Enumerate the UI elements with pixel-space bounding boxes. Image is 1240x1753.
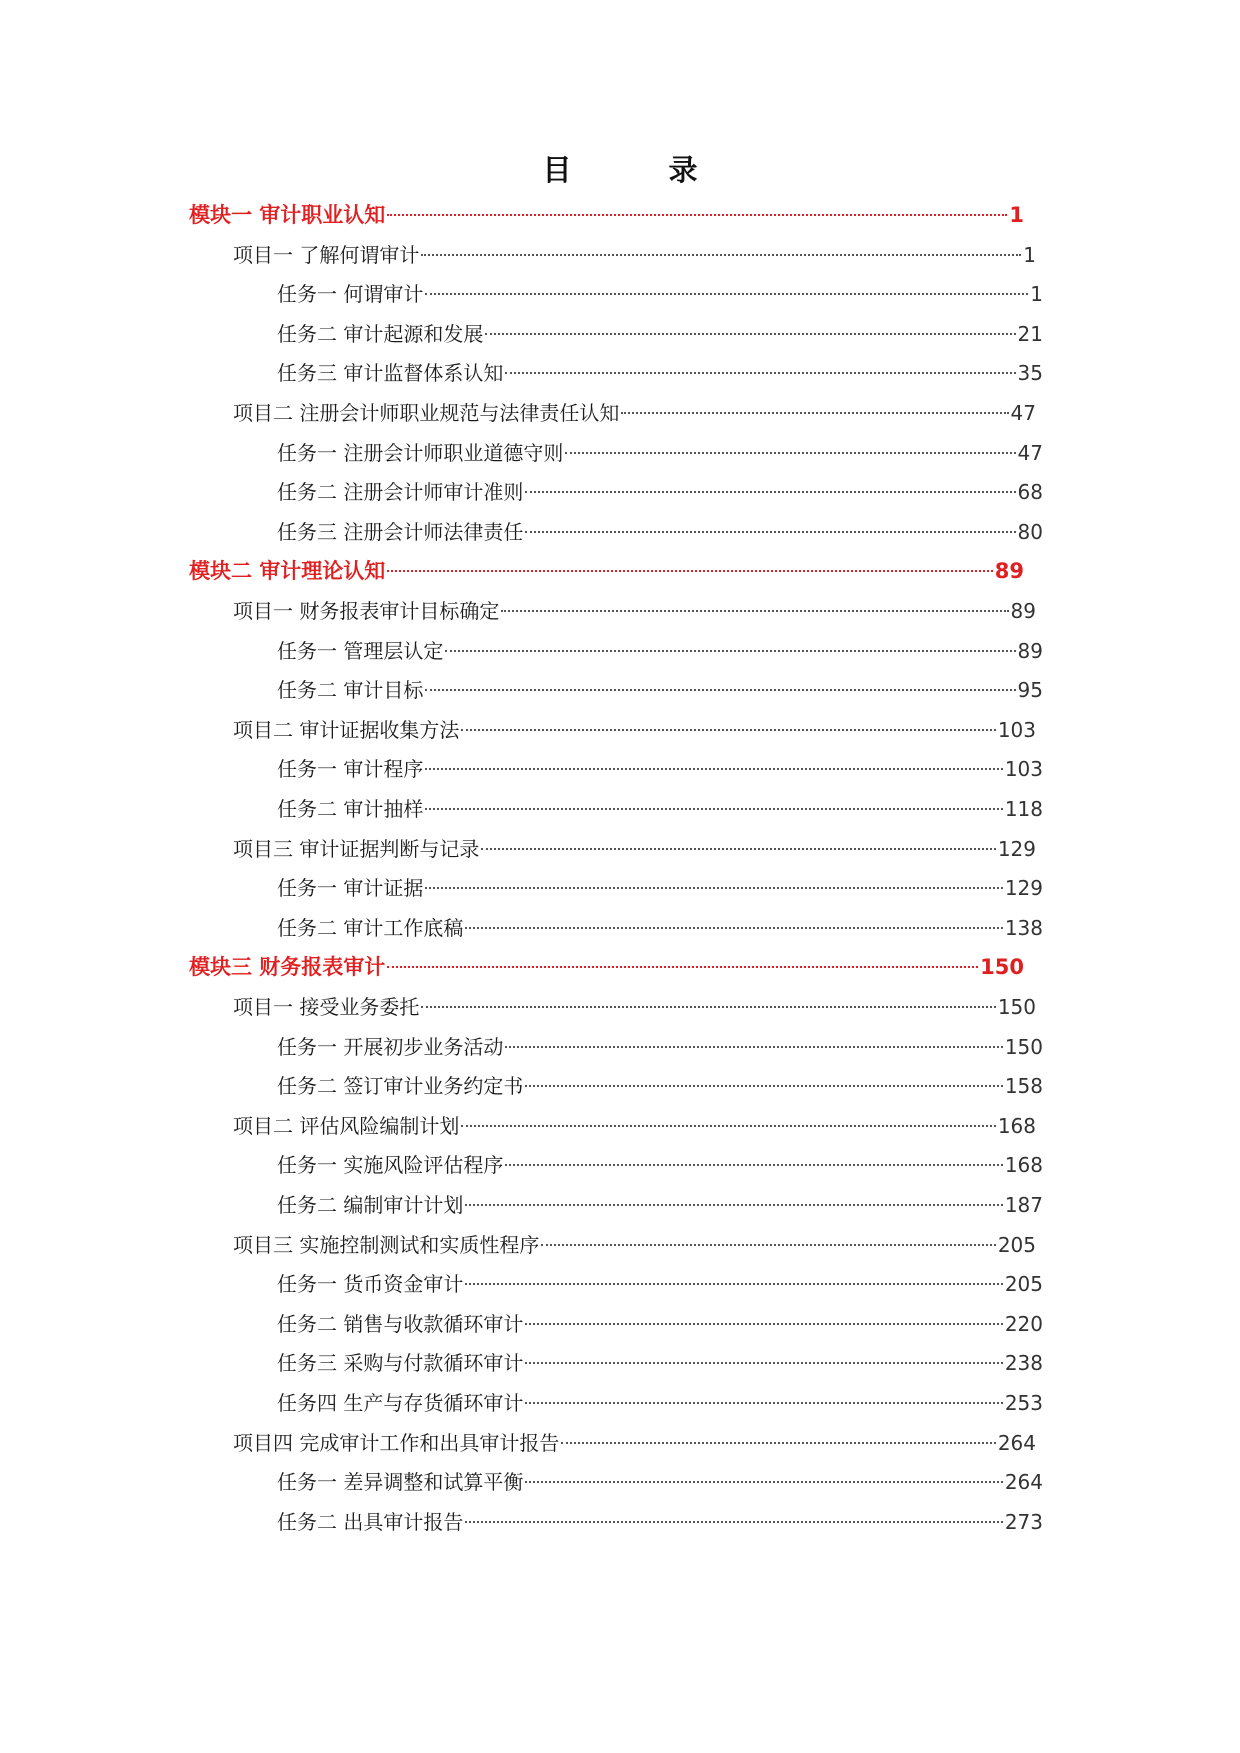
toc-leader-dots [505, 1163, 1002, 1166]
toc-entry-label: 任务一 开展初步业务活动 [277, 1034, 504, 1059]
toc-entry-page-number: 1 [1009, 203, 1024, 227]
toc-entry-project[interactable] [233, 829, 1036, 869]
toc-leader-dots [505, 1045, 1002, 1048]
toc-entry-module[interactable] [189, 551, 1024, 591]
toc-leader-dots [481, 847, 995, 850]
toc-entry-page-number: 273 [1004, 1509, 1043, 1534]
toc-entry-page-number: 47 [1010, 401, 1036, 425]
toc-entry-task[interactable] [277, 670, 1043, 710]
toc-entry-task[interactable] [277, 472, 1043, 512]
toc-entry-page-number: 89 [1010, 599, 1036, 623]
toc-entry-page-number: 35 [1017, 361, 1043, 386]
toc-entry-page-number: 150 [980, 955, 1024, 980]
toc-entry-label: 任务二 审计工作底稿 [277, 915, 464, 940]
toc-entry-label: 项目四 完成审计工作和出具审计报告 [233, 1430, 560, 1455]
toc-leader-dots [445, 649, 1015, 652]
toc-entry-label: 任务一 差异调整和试算平衡 [277, 1470, 524, 1495]
toc-entry-task[interactable] [277, 512, 1043, 552]
toc-entry-label: 任务三 审计监督体系认知 [277, 361, 504, 386]
toc-entry-page-number: 264 [1004, 1470, 1043, 1495]
toc-leader-dots [525, 1401, 1002, 1404]
toc-entry-label: 项目二 审计证据收集方法 [233, 717, 460, 742]
toc-leader-dots [525, 1322, 1002, 1325]
toc-entry-page-number: 89 [994, 559, 1024, 584]
toc-entry-page-number: 103 [1004, 757, 1043, 782]
toc-entry-label: 任务一 实施风险评估程序 [277, 1153, 504, 1178]
toc-entry-label: 项目三 实施控制测试和实质性程序 [233, 1232, 540, 1257]
page-title: 目 录 [542, 153, 732, 187]
toc-leader-dots [461, 728, 995, 731]
toc-leader-dots [465, 926, 1002, 929]
toc-leader-dots [425, 807, 1002, 810]
toc-leader-dots [421, 253, 1021, 256]
toc-entry-page-number: 95 [1017, 678, 1043, 703]
toc-leader-dots [501, 609, 1008, 612]
toc-entry-task[interactable] [277, 353, 1043, 393]
toc-entry-page-number: 103 [997, 717, 1036, 742]
toc-leader-dots [525, 1084, 1002, 1087]
toc-entry-project[interactable] [233, 1423, 1036, 1463]
toc-entry-task[interactable] [277, 1145, 1043, 1185]
toc-leader-dots [425, 688, 1015, 691]
toc-leader-dots [465, 1282, 1002, 1285]
toc-leader-dots [461, 1124, 995, 1127]
toc-leader-dots [525, 490, 1015, 493]
toc-entry-label: 任务三 注册会计师法律责任 [277, 519, 524, 544]
toc-entry-label: 项目一 财务报表审计目标确定 [233, 599, 500, 623]
toc-entry-label: 任务三 采购与付款循环审计 [277, 1351, 524, 1376]
toc-entry-project[interactable] [233, 987, 1036, 1027]
toc-leader-dots [425, 886, 1002, 889]
toc-entry-task[interactable] [277, 631, 1043, 671]
toc-entry-module[interactable] [189, 195, 1024, 235]
toc-leader-dots [387, 965, 978, 968]
toc-entry-label: 任务一 审计程序 [277, 757, 424, 782]
toc-entry-page-number: 187 [1004, 1193, 1043, 1217]
toc-entry-task[interactable] [277, 1343, 1043, 1383]
toc-leader-dots [387, 569, 992, 572]
toc-entry-page-number: 1 [1030, 282, 1043, 307]
toc-entry-page-number: 1 [1023, 242, 1036, 267]
toc-entry-label: 任务二 注册会计师审计准则 [277, 480, 524, 505]
toc-leader-dots [525, 1361, 1002, 1364]
toc-entry-label: 任务一 何谓审计 [277, 282, 424, 307]
toc-entry-task[interactable] [277, 274, 1043, 314]
toc-entry-page-number: 129 [1004, 876, 1043, 901]
toc-entry-label: 项目二 评估风险编制计划 [233, 1113, 460, 1138]
toc-entry-page-number: 220 [1004, 1311, 1043, 1336]
toc-leader-dots [465, 1203, 1002, 1206]
toc-leader-dots [425, 767, 1002, 770]
toc-leader-dots [421, 1005, 995, 1008]
toc-entry-label: 模块二 审计理论认知 [189, 559, 386, 584]
toc-entry-label: 任务二 编制审计计划 [277, 1193, 464, 1217]
toc-entry-label: 任务一 审计证据 [277, 876, 424, 901]
toc-entry-label: 模块一 审计职业认知 [189, 203, 386, 227]
toc-entry-label: 项目三 审计证据判断与记录 [233, 836, 480, 861]
toc-entry-label: 任务二 销售与收款循环审计 [277, 1311, 524, 1336]
toc-entry-task[interactable] [277, 1462, 1043, 1502]
toc-entry-label: 任务一 注册会计师职业道德守则 [277, 440, 564, 465]
toc-entry-task[interactable] [277, 749, 1043, 789]
toc-entry-project[interactable] [233, 710, 1036, 750]
toc-entry-page-number: 118 [1004, 797, 1043, 821]
toc-entry-label: 任务二 签订审计业务约定书 [277, 1074, 524, 1099]
toc-entry-task[interactable] [277, 433, 1043, 473]
toc-entry-task[interactable] [277, 1264, 1043, 1304]
toc-entry-project[interactable] [233, 235, 1036, 275]
toc-entry-page-number: 168 [997, 1113, 1036, 1138]
toc-entry-project[interactable] [233, 591, 1036, 631]
toc-entry-page-number: 253 [1004, 1391, 1043, 1415]
toc-leader-dots [505, 371, 1015, 374]
toc-entry-label: 任务二 审计目标 [277, 678, 424, 703]
toc-entry-task[interactable] [277, 789, 1043, 829]
toc-entry-project[interactable] [233, 393, 1036, 433]
toc-entry-page-number: 89 [1017, 638, 1043, 663]
toc-entry-task[interactable] [277, 908, 1043, 948]
toc-entry-label: 任务一 货币资金审计 [277, 1272, 464, 1297]
toc-leader-dots [387, 213, 1007, 216]
toc-entry-page-number: 150 [1004, 1034, 1043, 1059]
toc-entry-task[interactable] [277, 1383, 1043, 1423]
toc-entry-page-number: 21 [1017, 321, 1043, 346]
toc-entry-page-number: 68 [1017, 480, 1043, 505]
toc-entry-label: 任务二 出具审计报告 [277, 1509, 464, 1534]
toc-leader-dots [561, 1441, 995, 1444]
toc-entry-page-number: 205 [1004, 1272, 1043, 1297]
toc-entry-task[interactable] [277, 1066, 1043, 1106]
toc-leader-dots [621, 411, 1008, 414]
toc-entry-page-number: 158 [1004, 1074, 1043, 1099]
toc-entry-page-number: 150 [997, 995, 1036, 1019]
toc-entry-label: 项目一 接受业务委托 [233, 995, 420, 1019]
toc-entry-task[interactable] [277, 868, 1043, 908]
toc-entry-project[interactable] [233, 1225, 1036, 1265]
toc-entry-label: 模块三 财务报表审计 [189, 955, 386, 980]
toc-leader-dots [525, 1480, 1002, 1483]
toc-entry-task[interactable] [277, 1185, 1043, 1225]
toc-entry-label: 任务二 审计抽样 [277, 797, 424, 821]
toc-entry-page-number: 205 [997, 1232, 1036, 1257]
toc-entry-task[interactable] [277, 1027, 1043, 1067]
toc-entry-task[interactable] [277, 1502, 1043, 1542]
toc-entry-label: 项目一 了解何谓审计 [233, 242, 420, 267]
toc-entry-project[interactable] [233, 1106, 1036, 1146]
toc-leader-dots [525, 530, 1015, 533]
toc-entry-label: 任务二 审计起源和发展 [277, 321, 484, 346]
toc-leader-dots [565, 451, 1015, 454]
toc-entry-page-number: 238 [1004, 1351, 1043, 1376]
toc-entry-page-number: 264 [997, 1430, 1036, 1455]
toc-entry-page-number: 129 [997, 836, 1036, 861]
toc-leader-dots [541, 1243, 995, 1246]
toc-leader-dots [465, 1520, 1002, 1523]
toc-entry-task[interactable] [277, 1304, 1043, 1344]
toc-entry-page-number: 168 [1004, 1153, 1043, 1178]
toc-entry-label: 任务四 生产与存货循环审计 [277, 1391, 524, 1415]
toc-leader-dots [485, 332, 1015, 335]
toc-entry-label: 任务一 管理层认定 [277, 638, 444, 663]
toc-leader-dots [425, 292, 1028, 295]
toc-entry-page-number: 138 [1004, 915, 1043, 940]
toc-entry-page-number: 80 [1017, 519, 1043, 544]
toc-entry-label: 项目二 注册会计师职业规范与法律责任认知 [233, 401, 620, 425]
toc-entry-module[interactable] [189, 947, 1024, 987]
toc-entry-page-number: 47 [1017, 440, 1043, 465]
toc-entry-task[interactable] [277, 314, 1043, 354]
